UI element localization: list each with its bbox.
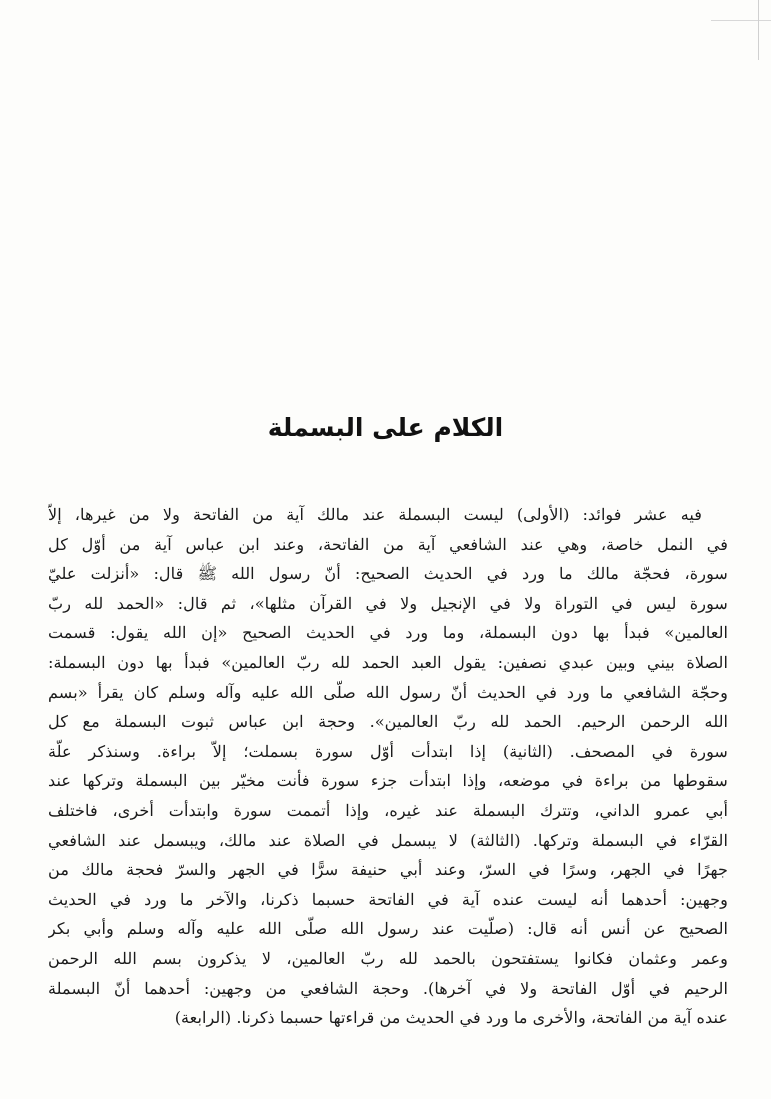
text-line-14: وجهين: أحدهما أنه ليست عنده آية في الفاتحة حسبما ذكرنا، والآخر ما ورد في الحديث (48, 889, 728, 909)
text-line-15: الصحيح عن أنس أنه قال: (صلّيت عند رسول الله صلّى الله عليه وآله وسلم وأبي بكر (48, 919, 728, 939)
text-line-6: الصلاة بيني وبين عبدي نصفين: يقول العبد الحمد لله ربّ العالمين» فبدأ بها دون البسملة: (48, 652, 728, 672)
text-line-8: الله الرحمن الرحيم. الحمد لله ربّ العالمين». وحجة ابن عباس ثبوت البسملة مع كل (48, 712, 728, 732)
text-line-9: سورة في المصحف. (الثانية) إذا ابتدأت أوّل سورة بسملت؛ إلاّ براءة. وسنذكر علّة (48, 741, 728, 761)
text-line-13: جهرًا في الجهر، وسرًا في السرّ، وعند أبي حنيفة سرًّا في الجهر والسرّ فحجة مالك من (48, 860, 728, 880)
text-line-7: وحجّة الشافعي ما ورد في الحديث أنّ رسول الله صلّى الله عليه وآله وسلم كان يقرأ «بسم (48, 682, 728, 702)
text-line-5: العالمين» فبدأ بها دون البسملة، وما ورد في الحديث الصحيح «إن الله يقول: قسمت (48, 623, 728, 643)
text-line-17: الرحيم في أوّل الفاتحة ولا في آخرها). وحجة الشافعي من وجهين: أحدهما أنّ البسملة (48, 978, 728, 998)
text-line-11: أبي عمرو الداني، وتترك البسملة عند غيره، وإذا أتممت سورة وابتدأت أخرى، فاختلف (48, 800, 728, 820)
text-line-4: سورة ليس في التوراة ولا في الإنجيل ولا في القرآن مثلها»، ثم قال: «الحمد لله ربّ (48, 593, 728, 613)
text-line-2: في النمل خاصة، وهي عند الشافعي آية من الفاتحة، وعند ابن عباس آية من أوّل كل (48, 534, 728, 554)
section-heading: الكلام على البسملة (267, 412, 504, 442)
page-corner-mark (711, 0, 771, 21)
body-paragraph (48, 500, 728, 1033)
text-line-1: فيه عشر فوائد: (الأولى) ليست البسملة عند مالك آية من الفاتحة ولا من غيرها، إلاّ (48, 505, 702, 524)
page-edge-line (758, 0, 759, 60)
text-line-10: سقوطها من براءة في موضعه، وإذا ابتدأت جزء سورة فأنت مخيّر بين البسملة وتركها عند (48, 771, 728, 791)
text-line-18: عنده آية من الفاتحة، والأخرى ما ورد في الحديث من قراءتها حسبما ذكرنا. (الرابعة) (174, 1008, 728, 1028)
text-line-16: وعمر وعثمان فكانوا يستفتحون بالحمد لله ربّ العالمين، لا يذكرون بسم الله الرحمن (48, 948, 728, 968)
text-line-3: سورة، فحجّة مالك ما ورد في الحديث الصحيح: أنّ رسول الله ﷺ قال: «أنزلت عليّ (48, 564, 728, 584)
text-line-12: القرّاء في البسملة وتركها. (الثالثة) لا يبسمل في الصلاة عند مالك، ويبسمل عند الشافعي (48, 830, 728, 850)
